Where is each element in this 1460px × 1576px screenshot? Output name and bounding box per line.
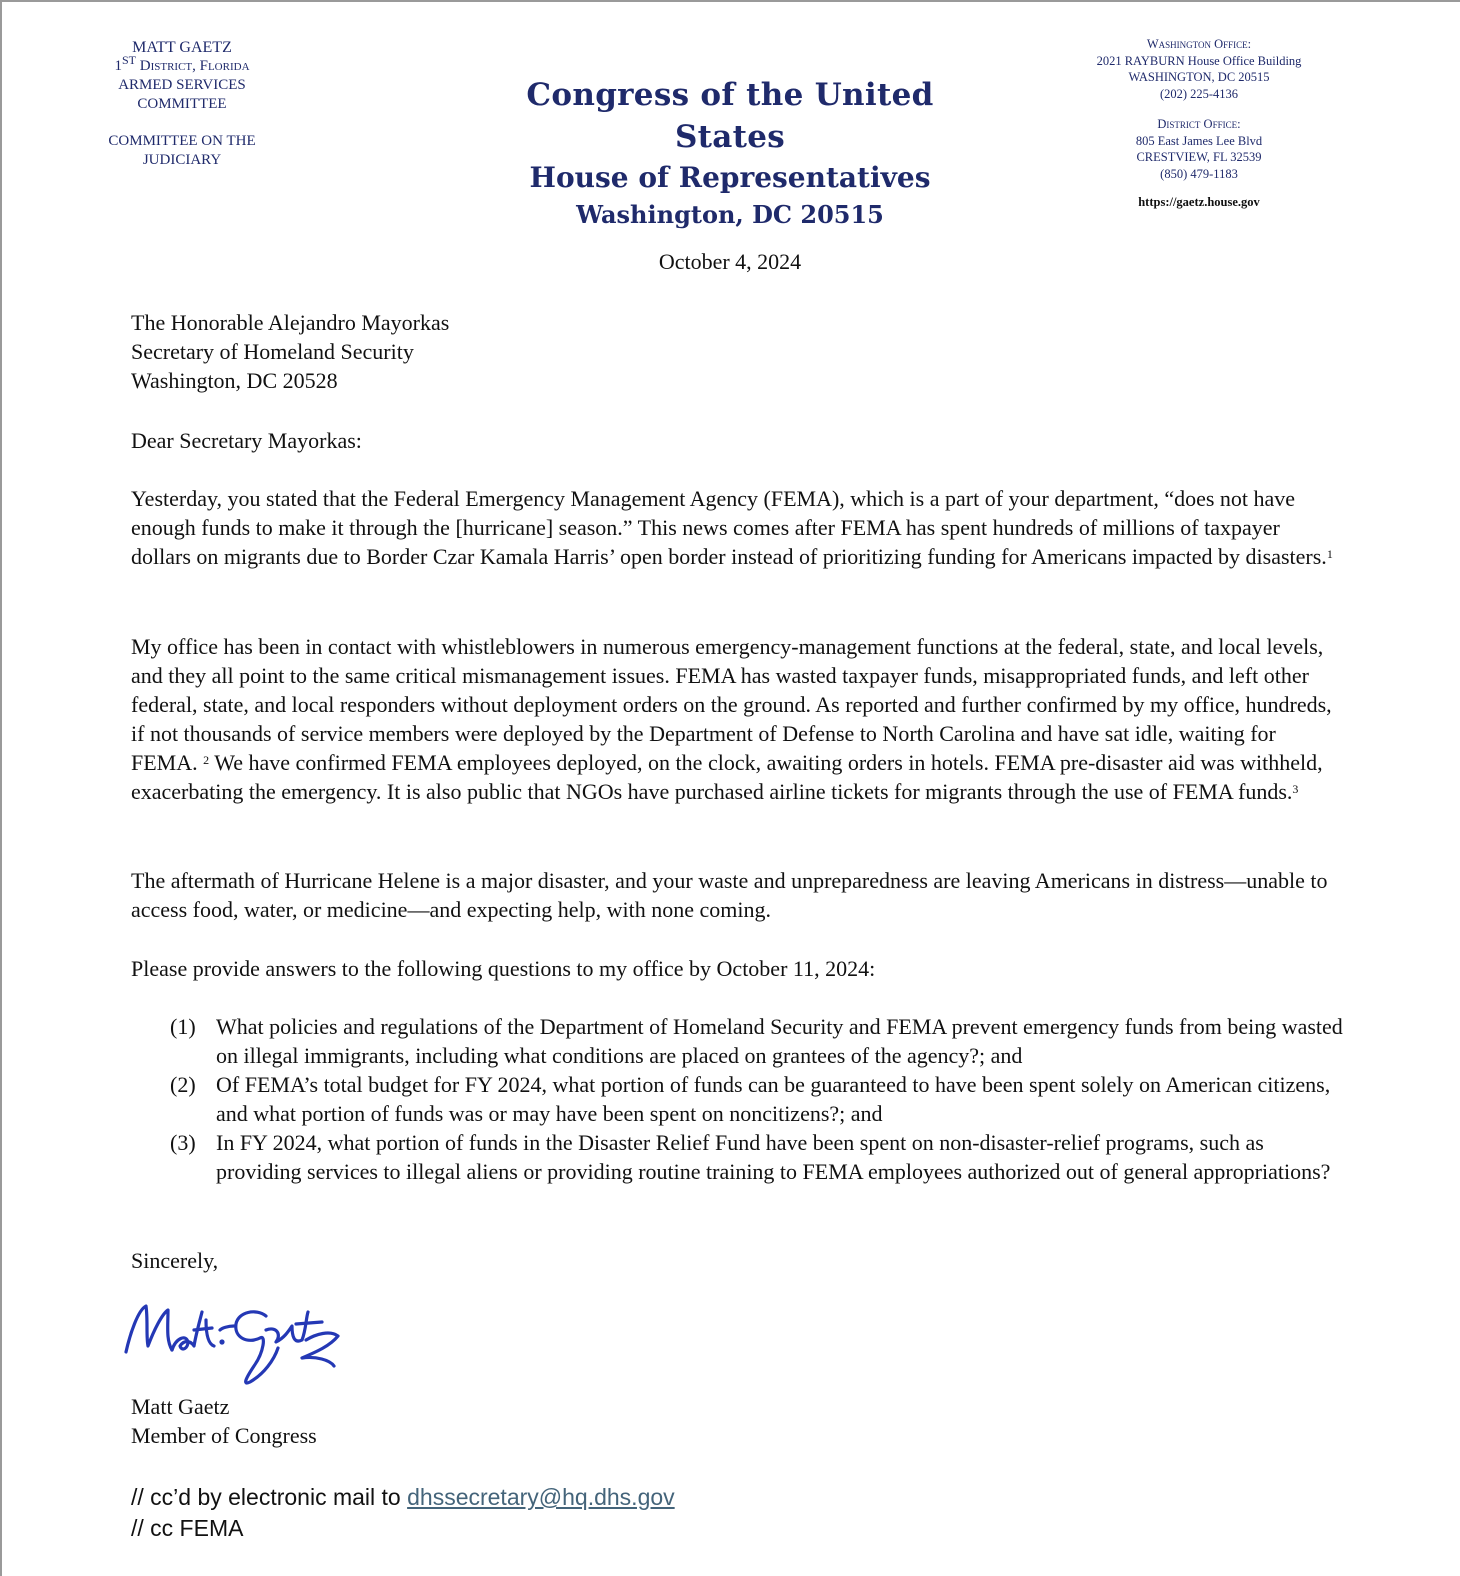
letterhead-title xyxy=(470,74,990,232)
question-text: Of FEMA’s total budget for FY 2024, what portion of funds can be guaranteed to have been spent solely on American citizens, and what portion of funds was or may have been spent on noncitizens?; and xyxy=(216,1072,1331,1126)
paragraph-4: Please provide answers to the following questions to my office by October 11, 2024: xyxy=(131,956,876,981)
paragraph-2-text-a: My office has been in contact with whistleblowers in numerous emergency-management functions at the federal, state, and local levels, and they all point to the same critical mismanagement issues. FEMA has wasted taxpayer funds, misappropriated funds, and left other federal, state, and local responders without deployment orders on the ground. As reported and further confirmed by my office, hundreds, if not thousands of service members were deployed by the Department of Defense to North Carolina and have sat idle, waiting for FEMA. xyxy=(131,634,1332,775)
page-border-top xyxy=(0,0,1460,2)
question-number: (2) xyxy=(170,1072,196,1097)
district-office-phone: (850) 479-1183 xyxy=(1160,166,1238,181)
footnote-ref-2: 2 xyxy=(203,753,210,767)
recipient-line1: The Honorable Alejandro Mayorkas xyxy=(131,310,450,335)
district-ordinal: ST xyxy=(121,53,136,67)
washington-office-phone: (202) 225-4136 xyxy=(1159,86,1239,101)
cc-fema-line: // cc FEMA xyxy=(131,1515,244,1541)
district-office-label: District Office: xyxy=(1157,117,1241,131)
paragraph-2 xyxy=(131,632,1341,806)
salutation: Dear Secretary Mayorkas: xyxy=(131,428,362,453)
closing: Sincerely, xyxy=(131,1248,219,1273)
question-item xyxy=(170,1012,1350,1070)
recipient-line2: Secretary of Homeland Security xyxy=(131,339,414,364)
signer-title: Member of Congress xyxy=(131,1423,317,1448)
question-number: (1) xyxy=(170,1014,196,1039)
recipient-line3: Washington, DC 20528 xyxy=(131,368,338,393)
washington-office-address2: WASHINGTON, DC 20515 xyxy=(1128,70,1270,84)
signer-name: Matt Gaetz xyxy=(131,1394,230,1419)
signer-block xyxy=(131,1392,1341,1450)
washington-office-address1: 2021 RAYBURN House Office Building xyxy=(1096,53,1302,68)
question-list xyxy=(170,1012,1350,1186)
title-city: Washington, DC 20515 xyxy=(576,200,884,229)
question-item xyxy=(170,1070,1350,1128)
district xyxy=(82,53,282,76)
question-text: What policies and regulations of the Department of Homeland Security and FEMA prevent emergency funds from being wasted on illegal immigrants, including what conditions are placed on grantees of the agency?; and xyxy=(216,1014,1343,1068)
paragraph-1-text: Yesterday, you stated that the Federal Emergency Management Agency (FEMA), which is a part of your department, “does not have enough funds to make it through the [hurricane] season.” This news comes after FEMA has spent hundreds of millions of taxpayer dollars on migrants due to Border Czar Kamala Harris’ open border instead of prioritizing funding for Americans impacted by disasters. xyxy=(131,486,1327,569)
question-number: (3) xyxy=(170,1130,196,1155)
question-text: In FY 2024, what portion of funds in the Disaster Relief Fund have been spent on non-disaster-relief programs, such as providing services to illegal aliens or providing routine training to FEMA employees authorized out of general appropriations? xyxy=(216,1130,1331,1184)
district-office-address2: CRESTVIEW, FL 32539 xyxy=(1136,150,1262,164)
question-item xyxy=(170,1128,1350,1186)
recipient-address xyxy=(131,308,1341,395)
committee-armed-services-line2: COMMITTEE xyxy=(137,96,227,112)
footnote-ref-3: 3 xyxy=(1292,782,1299,796)
website-link[interactable]: https://gaetz.house.gov xyxy=(1138,195,1260,209)
handwritten-signature xyxy=(116,1290,356,1400)
page-border-left xyxy=(0,0,2,1576)
committee-armed-services-line1: ARMED SERVICES xyxy=(118,77,246,93)
committee-judiciary-line1: COMMITTEE ON THE xyxy=(108,133,256,149)
cc-email-prefix: // cc’d by electronic mail to xyxy=(131,1484,408,1510)
letterhead-right xyxy=(1060,36,1338,211)
title-congress: Congress of the United States xyxy=(526,77,934,155)
committee-judiciary-line2: JUDICIARY xyxy=(142,152,222,168)
letter-date: October 4, 2024 xyxy=(658,249,802,274)
district-office-address1: 805 East James Lee Blvd xyxy=(1135,133,1263,148)
footnote-ref-1: 1 xyxy=(1326,547,1333,561)
district-name: District, Florida xyxy=(139,58,250,74)
member-name: MATT GAETZ xyxy=(132,39,232,56)
title-house: House of Representatives xyxy=(529,161,931,194)
paragraph-2-text-b: We have confirmed FEMA employees deployed, on the clock, awaiting orders in hotels. FEMA pre-disaster aid was withheld, exacerbating the emergency. It is also public that NGOs have purchased airline tickets for migrants through the use of FEMA funds. xyxy=(131,750,1323,804)
paragraph-3: The aftermath of Hurricane Helene is a major disaster, and your waste and unpreparedness are leaving Americans in distress—unable to access food, water, or medicine—and expecting help, with none coming. xyxy=(131,868,1328,922)
letterhead-left xyxy=(82,38,282,170)
cc-email-link[interactable]: dhssecretary@hq.dhs.gov xyxy=(407,1484,675,1510)
cc-block xyxy=(131,1482,675,1544)
cc-email-line xyxy=(131,1482,675,1513)
washington-office-label: Washington Office: xyxy=(1146,37,1252,51)
paragraph-1 xyxy=(131,484,1341,571)
district-number: 1 xyxy=(114,58,122,74)
